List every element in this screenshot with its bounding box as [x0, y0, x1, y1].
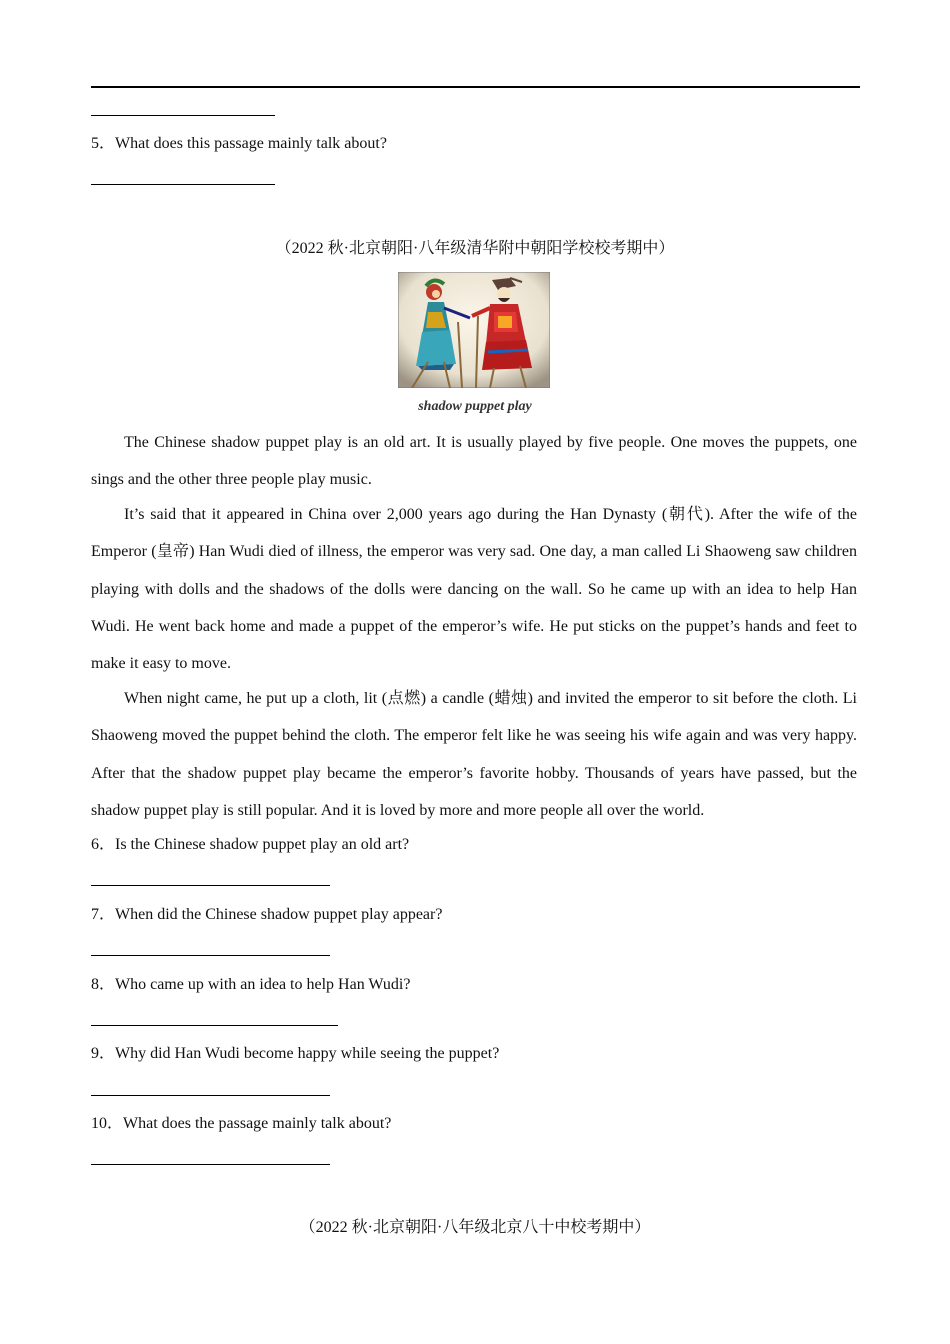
shadow-puppet-image — [398, 272, 550, 388]
answer-line-full — [91, 86, 860, 88]
passage-paragraph: When night came, he put up a cloth, lit (点燃) a candle (蜡烛) and invited the emperor to sit before the cloth. Li Shaoweng moved the puppet behind the cloth. The emperor felt like he was seeing his wife again and was very happy. After that the shadow puppet play became the emperor’s favorite hobby. Thousands of years have passed, but the shadow puppet play is still popular. And it is loved by more and more people all over the world. — [91, 690, 857, 819]
answer-line — [91, 1164, 330, 1165]
passage-paragraph: It’s said that it appeared in China over 2,000 years ago during the Han Dynasty (朝代). After the wife of the Emperor (皇帝) Han Wudi died of illness, the emperor was very sad. One day, a man called Li Shaoweng saw children playing with dolls and the shadows of the dolls were dancing on the wall. So he came up with an idea to help Han Wudi. He went back home and made a puppet of the emperor’s wife. He put sticks on the puppet’s hands and feet to make it easy to move. — [91, 506, 857, 673]
answer-line — [91, 184, 275, 185]
passage-paragraph: The Chinese shadow puppet play is an old art. It is usually played by five people. One moves the puppets, one sings and the other three people play music. — [91, 434, 857, 489]
answer-line — [91, 1025, 338, 1026]
question-7: 7．When did the Chinese shadow puppet play appear? — [91, 906, 443, 923]
answer-line — [91, 115, 275, 116]
figure-caption: shadow puppet play — [418, 399, 532, 414]
answer-line — [91, 1095, 330, 1096]
section-source: （2022 秋·北京朝阳·八年级清华附中朝阳学校校考期中） — [275, 240, 675, 257]
question-8: 8．Who came up with an idea to help Han Wudi? — [91, 976, 411, 993]
question-9: 9．Why did Han Wudi become happy while seeing the puppet? — [91, 1045, 500, 1062]
answer-line — [91, 955, 330, 956]
section-source: （2022 秋·北京朝阳·八年级北京八十中校考期中） — [299, 1219, 651, 1236]
answer-line — [91, 885, 330, 886]
question-5: 5．What does this passage mainly talk about? — [91, 135, 387, 152]
question-6: 6．Is the Chinese shadow puppet play an old art? — [91, 836, 410, 853]
question-10: 10．What does the passage mainly talk about? — [91, 1115, 392, 1132]
